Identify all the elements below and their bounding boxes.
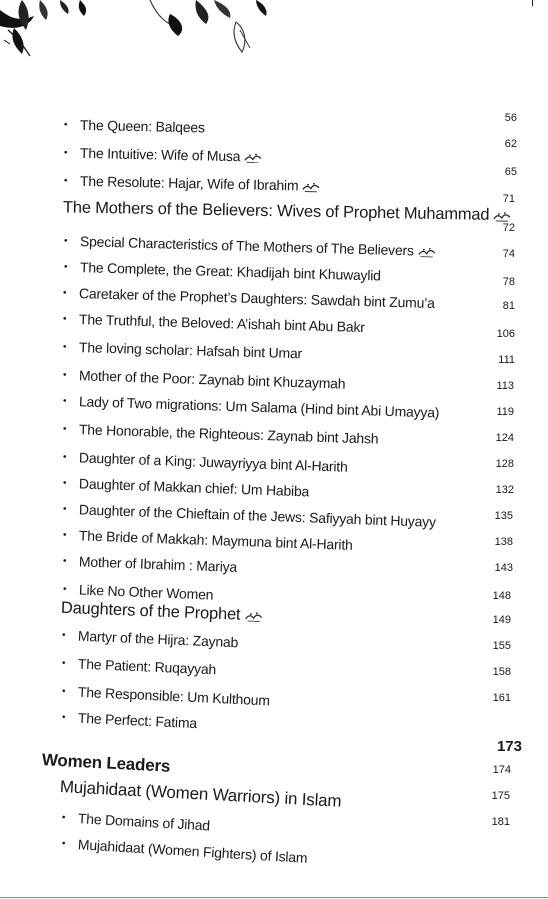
toc-page-number: 81 (502, 300, 515, 312)
toc-page-number: 148 (492, 590, 511, 602)
toc-page-number: 78 (502, 276, 515, 288)
toc-entry-text: Daughter of the Chieftain of the Jews: Safiyyah bint Huyayy (78, 501, 437, 530)
toc-entry-text: The Mothers of the Believers: Wives of Prophet Muhammad (62, 198, 490, 224)
toc-entry-title (79, 449, 348, 474)
salutation-glyph (418, 246, 436, 258)
toc-page-number: 143 (494, 562, 513, 574)
toc-page-number: 113 (496, 380, 514, 392)
bullet-icon: • (61, 629, 66, 642)
page-bottom-edge (0, 897, 548, 898)
toc-entry-title (79, 367, 346, 391)
bullet-icon: • (63, 235, 68, 247)
toc-page-number: 135 (494, 510, 513, 522)
toc-entry-text: Caretaker of the Prophet’s Daughters: Sawdah bint Zumu’a (78, 285, 435, 312)
toc-entry-title (80, 117, 205, 136)
toc-page-number: 155 (492, 640, 511, 652)
toc-entry-text: Mother of the Poor: Zaynab bint Khuzaymah (78, 367, 346, 392)
bullet-icon: • (61, 812, 66, 824)
toc-entry-title (78, 710, 198, 731)
toc-entry-title (79, 475, 310, 499)
toc-entry-text: Mother of Ibrahim : Mariya (78, 553, 238, 575)
toc-entry-text: Daughter of Makkan chief: Um Habiba (78, 475, 310, 500)
toc-page-number: 124 (495, 432, 514, 444)
toc-entry-title (61, 599, 263, 626)
bullet-icon: • (62, 555, 67, 567)
toc-entry-text: Like No Other Women (78, 581, 214, 603)
toc-entry-text: The loving scholar: Hafsah bint Umar (78, 339, 303, 362)
toc-page-number: 111 (498, 354, 515, 366)
bullet-icon: • (62, 313, 67, 325)
bullet-icon: • (62, 503, 67, 515)
toc-entry-text: Special Characteristics of The Mothers of The Believers (79, 233, 415, 259)
bullet-icon: • (63, 119, 68, 131)
toc-entry-title (41, 750, 170, 777)
toc-entry-text: The Responsible: Um Kulthoum (77, 683, 271, 709)
toc-entry-text: The Patient: Ruqayyah (77, 655, 217, 678)
toc-entry-text: Mujahidaat (Women Warriors) in Islam (59, 777, 342, 811)
salutation-glyph (244, 152, 262, 164)
bullet-icon: • (62, 583, 67, 596)
bullet-icon: • (61, 712, 66, 724)
bullet-icon: • (61, 686, 66, 698)
toc-entry-title (80, 259, 381, 283)
toc-page-number: 71 (502, 193, 515, 205)
bullet-icon: • (62, 477, 67, 489)
toc-entry-text: The Bride of Makkah: Maymuna bint Al-Harith (78, 527, 353, 553)
toc-page-number: 128 (495, 458, 514, 470)
bullet-icon: • (62, 451, 67, 463)
toc-entry-title (80, 145, 263, 165)
toc-entry-text: The Queen: Balqees (79, 116, 205, 136)
toc-page-number: 62 (504, 138, 517, 150)
toc-entry-text: Mujahidaat (Women Fighters) of Islam (77, 836, 308, 866)
bullet-icon: • (63, 261, 68, 273)
toc-entry-text: Women Leaders (41, 750, 171, 776)
toc-entry-title (79, 339, 302, 361)
toc-page-number: 132 (495, 484, 514, 496)
toc-entry-title (79, 553, 238, 575)
toc-entry-title (79, 421, 379, 446)
toc-page-number: 138 (494, 536, 513, 548)
toc-page-number: 74 (502, 248, 515, 260)
bullet-icon: • (62, 529, 67, 541)
toc-page-number: 175 (491, 790, 510, 802)
toc-entry-text: The Truthful, the Beloved: A’ishah bint Abu Bakr (78, 311, 365, 336)
toc-entry-text: Daughters of the Prophet (60, 598, 241, 624)
toc-entry-title (78, 656, 217, 678)
toc-entry-text: Daughter of a King: Juwayriyya bint Al-Harith (78, 449, 348, 475)
corner-mark (532, 0, 533, 6)
toc-page-number: 174 (492, 764, 511, 776)
toc-entry-text: The Perfect: Fatima (77, 709, 198, 732)
toc-page-number: 65 (504, 166, 517, 178)
toc-entry-title (77, 810, 210, 833)
toc-page-number: 106 (496, 328, 515, 340)
salutation-glyph (493, 210, 511, 222)
toc-page-number: 72 (502, 222, 515, 234)
bullet-icon: • (63, 175, 68, 187)
salutation-glyph (302, 181, 320, 193)
bullet-icon: • (62, 369, 67, 381)
toc-page-number: 158 (492, 666, 511, 678)
toc-entry-title (80, 233, 436, 259)
toc-entry-title (79, 311, 365, 335)
salutation-glyph (244, 609, 262, 622)
bullet-icon: • (62, 423, 67, 435)
toc-page-number: 56 (504, 112, 517, 124)
bullet-icon: • (61, 838, 66, 850)
toc-entry-title (78, 684, 271, 709)
bullet-icon: • (63, 147, 68, 159)
toc-entry-title (78, 628, 239, 651)
toc-entry-text: The Intuitive: Wife of Musa (79, 144, 241, 165)
toc-page-number: 161 (492, 692, 511, 704)
toc-page-number: 149 (492, 614, 511, 626)
toc-entry-text: Martyr of the Hijra: Zaynab (77, 627, 239, 651)
toc-entry-text: The Domains of Jihad (77, 810, 211, 834)
bullet-icon: • (62, 341, 67, 353)
bullet-icon: • (61, 657, 66, 670)
bullet-icon: • (62, 395, 67, 407)
toc-page-number: 173 (496, 738, 522, 755)
toc-entry-text: The Honorable, the Righteous: Zaynab bint Jahsh (78, 421, 379, 447)
toc-entry-title (80, 173, 321, 194)
toc-entry-text: Lady of Two migrations: Um Salama (Hind bint Abi Umayya) (78, 393, 440, 421)
toc-entry-text: The Complete, the Great: Khadijah bint Khuwaylid (79, 259, 382, 284)
toc-entry-text: The Resolute: Hajar, Wife of Ibrahim (79, 172, 299, 194)
toc-page-number: 119 (496, 406, 514, 418)
floral-decoration (0, 0, 300, 62)
toc-page-number: 181 (491, 816, 510, 828)
bullet-icon: • (62, 287, 67, 299)
toc-entry-title (63, 198, 512, 225)
